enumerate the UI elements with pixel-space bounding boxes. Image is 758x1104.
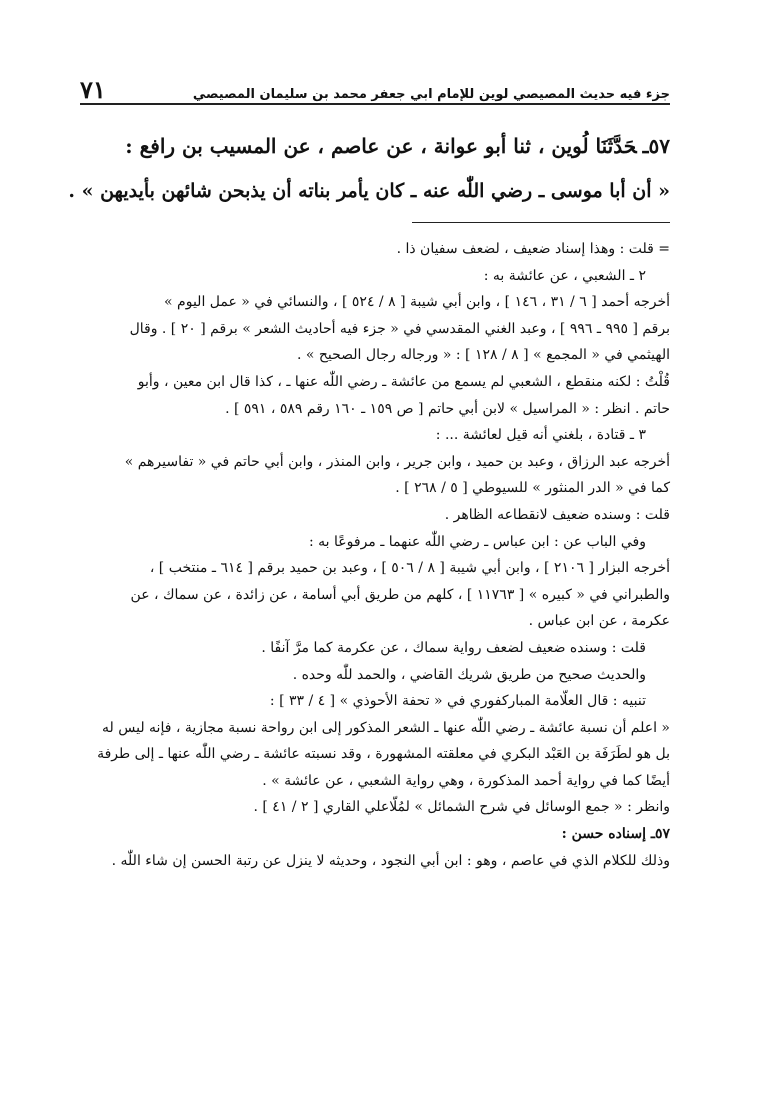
page-number: ٧١	[80, 75, 106, 104]
note-line: تنبيه : قال العلّامة المباركفوري في « تحفة الأحوذي » [ ٤ / ٣٣ ] :	[269, 693, 646, 710]
note-line: قلت : وسنده ضعيف لانقطاعه الظاهر .	[444, 506, 670, 523]
note-line: كما في « الدر المنثور » للسيوطي [ ٥ / ٢٦٨ ] .	[395, 480, 670, 497]
note-line: والطبراني في « كبيره » [ ١١٧٦٣ ] ، كلهم من طريق أبي أسامة ، عن زائدة ، عن سماك ، عن	[130, 586, 670, 603]
note-line: الهيثمي في « المجمع » [ ٨ / ١٢٨ ] : « ورجاله رجال الصحيح » .	[296, 347, 670, 364]
note-line: ٢ ـ الشعبي ، عن عائشة به :	[483, 267, 646, 284]
note-line: ٣ ـ قتادة ، بلغني أنه قيل لعائشة ... :	[435, 427, 646, 444]
note-line: برقم [ ٩٩٥ ـ ٩٩٦ ] ، وعبد الغني المقدسي في « جزء فيه أحاديث الشعر » برقم [ ٢٠ ] . وقال	[129, 320, 670, 337]
running-title: جزء فيه حديث المصيصي لوين للإمام ابي جعفر محمد بن سليمان المصيصي	[192, 87, 670, 102]
note-line: عكرمة ، عن ابن عباس .	[528, 613, 670, 630]
note-line: حاتم . انظر : « المراسيل » لابن أبي حاتم [ ص ١٥٩ ـ ١٦٠ رقم ٥٨٩ ، ٥٩١ ] .	[225, 400, 670, 417]
page-header	[80, 76, 670, 102]
note-line: أيضًا كما في رواية أحمد المذكورة ، وهي رواية الشعبي ، عن عائشة » .	[262, 772, 670, 789]
note-line: قلت : وسنده ضعيف لضعف رواية سماك ، عن عكرمة كما مرَّ آنفًا .	[261, 639, 646, 656]
note-line: = قلت : وهذا إسناد ضعيف ، لضعف سفيان ذا .	[396, 241, 670, 257]
note-line: أخرجه عبد الرزاق ، وعبد بن حميد ، وابن جرير ، وابن المنذر ، وابن أبي حاتم في « تفاسيرهم »	[124, 453, 670, 470]
grading-text: وذلك للكلام الذي في عاصم ، وهو : ابن أبي النجود ، وحديثه لا ينزل عن رتبة الحسن إن شاء اللّٰه .	[111, 852, 670, 869]
note-line: بل هو لطَرَفَة بن العَبْد البكري في معلقته المشهورة ، وقد نسبته عائشة ـ رضي اللّٰه عنها ـ إلى طرفة	[97, 746, 670, 763]
hadith-isnad-line	[64, 126, 670, 166]
hadith-section	[64, 126, 670, 212]
note-line: وفي الباب عن : ابن عباس ـ رضي اللّٰه عنهما ـ مرفوعًا به :	[309, 533, 646, 550]
header-rule	[80, 103, 670, 105]
note-line: قُلْتُ : لكنه منقطع ، الشعبي لم يسمع من عائشة ـ رضي اللّٰه عنها ـ ، كذا قال ابن معين ، وأبو	[137, 373, 670, 390]
note-line: أخرجه البزار [ ٢١٠٦ ] ، وابن أبي شيبة [ ٨ / ٥٠٦ ] ، وعبد بن حميد برقم [ ٦١٤ ـ منتخب ] ،	[149, 560, 670, 577]
hadith-matn: « أن أبا موسى ـ رضي اللّٰه عنه ـ كان يأمر بناته أن يذبحن شائهن بأيديهن » .	[68, 180, 670, 202]
note-line: وانظر : « جمع الوسائل في شرح الشمائل » لمُلّاعلي القاري [ ٢ / ٤١ ] .	[253, 799, 670, 816]
footnotes	[80, 236, 670, 874]
hadith-number: ٥٧ـ	[642, 134, 670, 158]
hadith-isnad: حَدَّثَنَا لُوين ، ثنا أبو عوانة ، عن عاصم ، عن المسيب بن رافع :	[125, 134, 637, 158]
note-line: أخرجه أحمد [ ٦ / ٣١ ، ١٤٦ ] ، وابن أبي شيبة [ ٨ / ٥٢٤ ] ، والنسائي في « عمل اليوم »	[164, 294, 670, 311]
note-line: والحديث صحيح من طريق شريك القاضي ، والحمد للّٰه وحده .	[292, 666, 646, 683]
note-line: « اعلم أن نسبة عائشة ـ رضي اللّٰه عنها ـ الشعر المذكور إلى ابن رواحة نسبة مجازية ، فإنه ليس له	[102, 719, 670, 736]
grading-heading: ٥٧ـ إسناده حسن :	[561, 826, 670, 843]
footnote-separator	[412, 222, 670, 223]
